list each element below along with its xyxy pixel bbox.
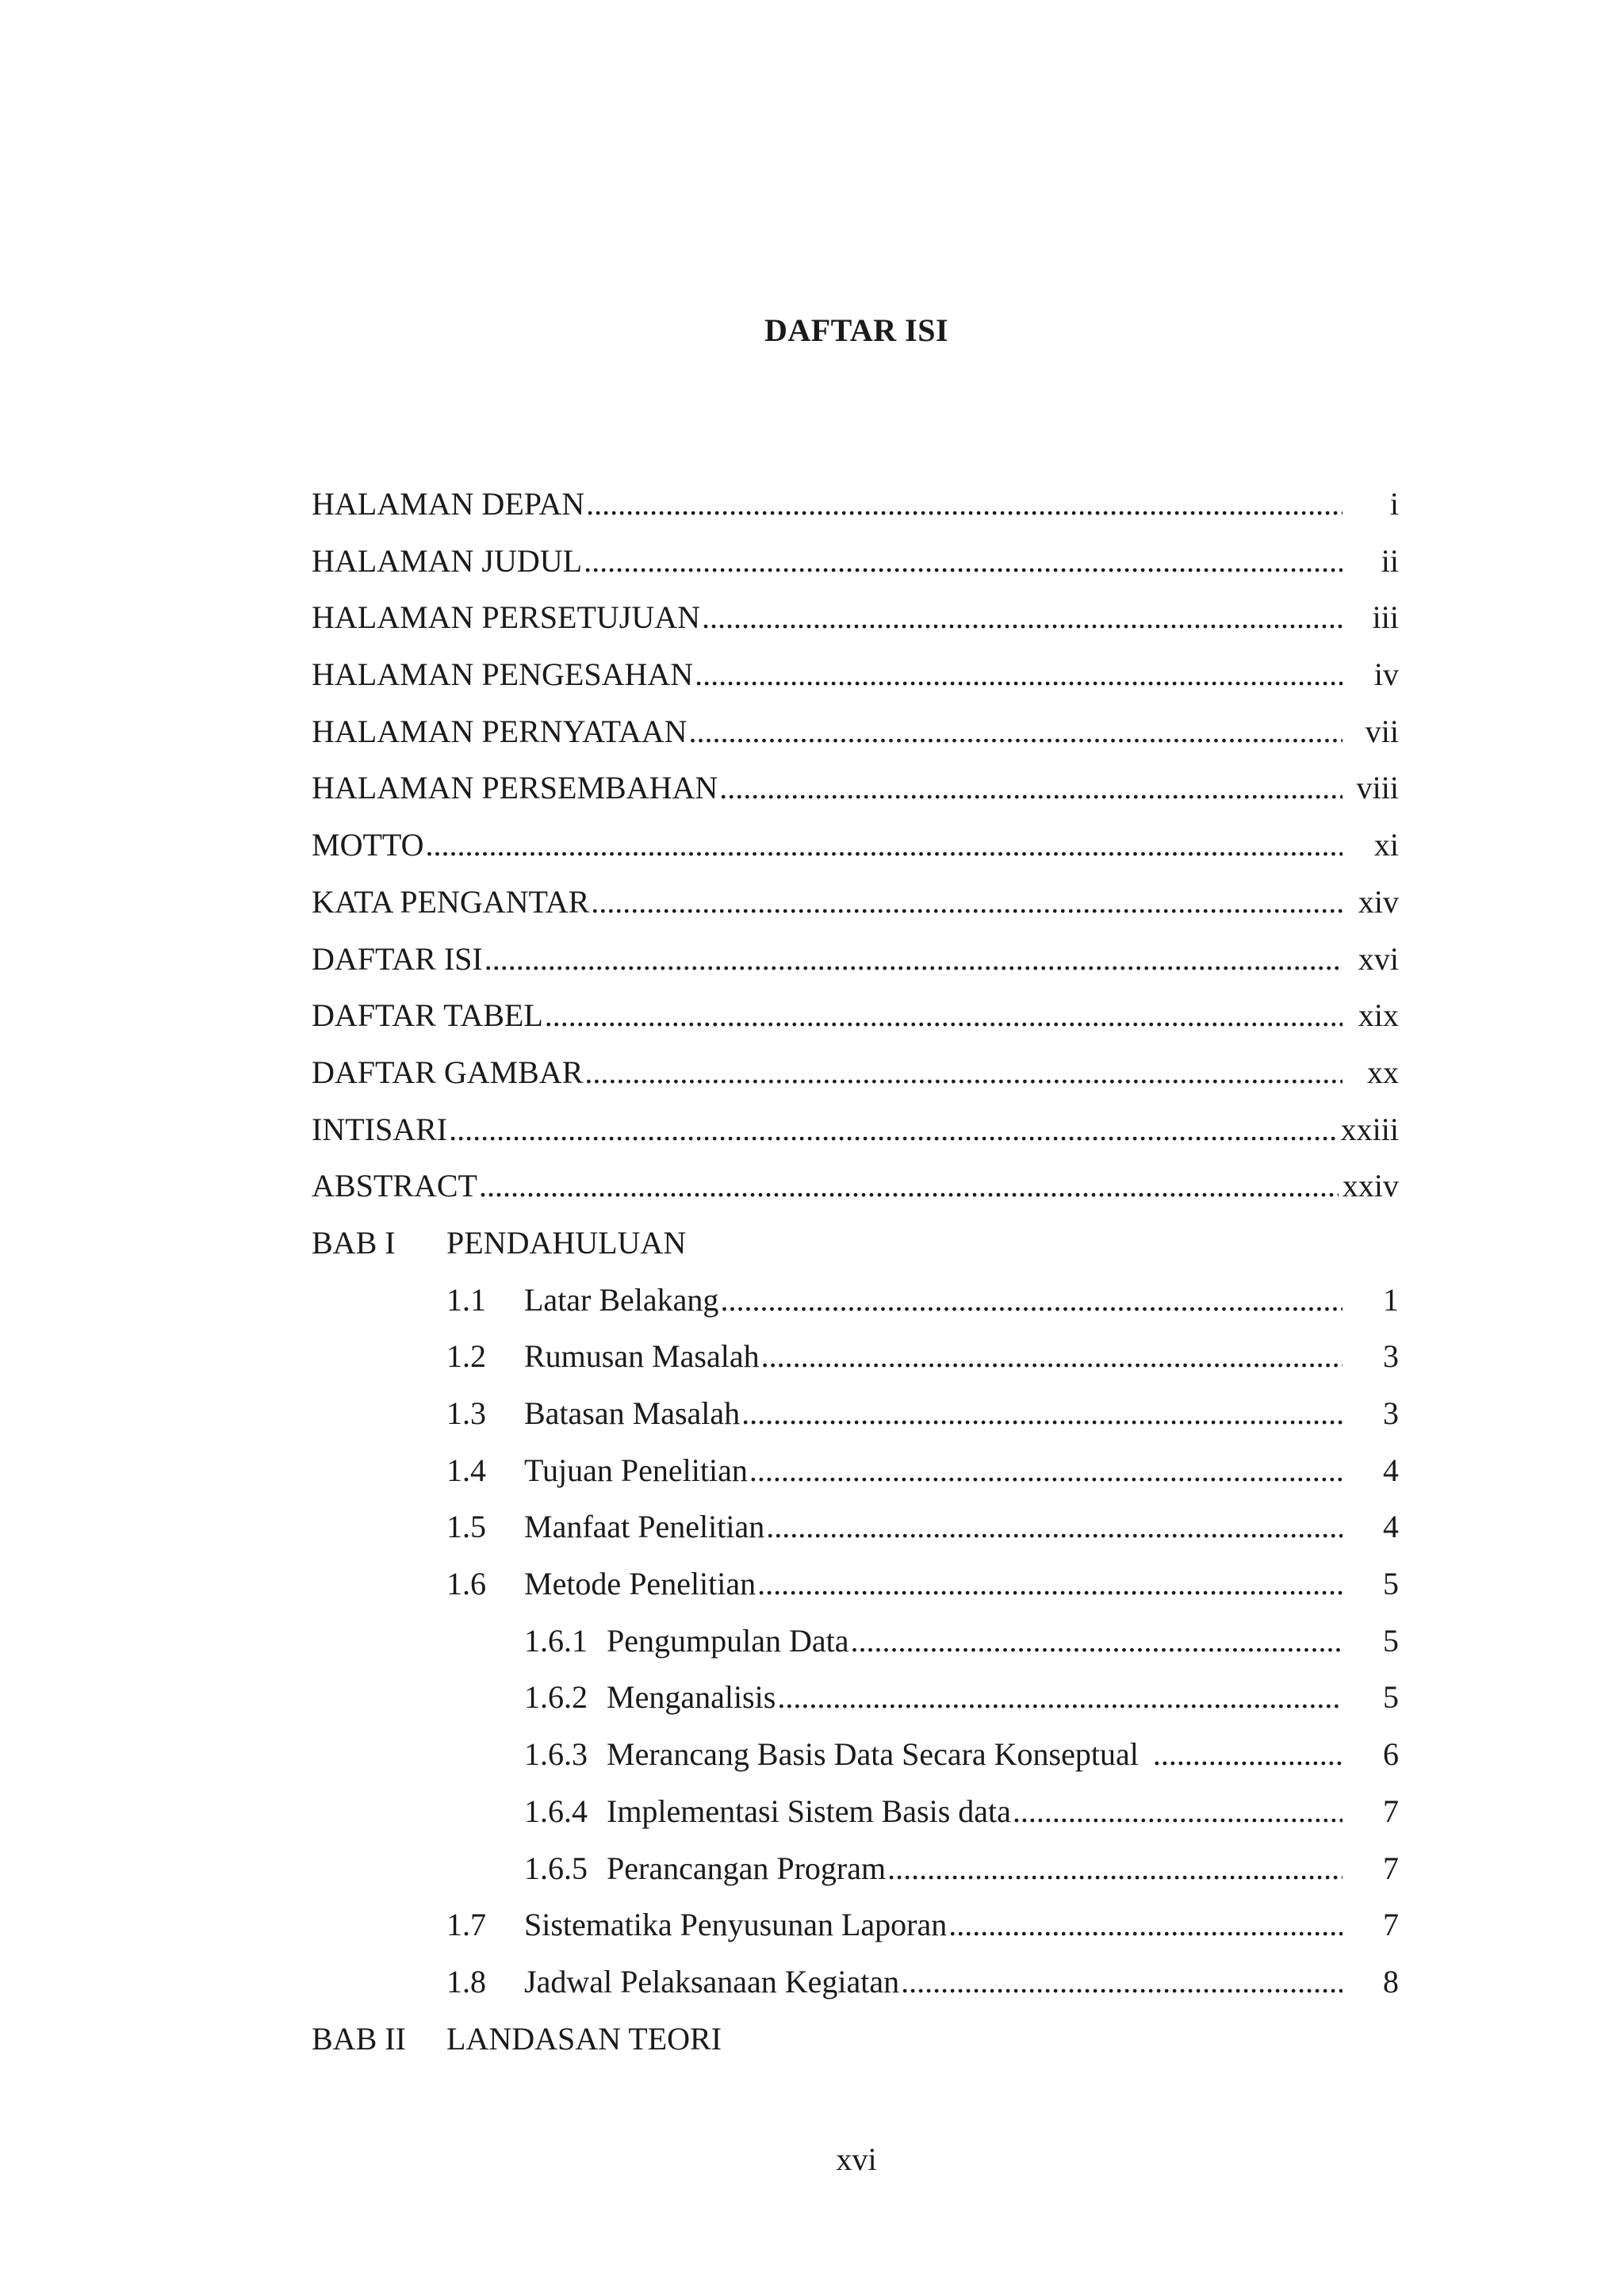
dot-leader — [757, 1556, 1342, 1613]
dot-leader — [777, 1669, 1342, 1726]
toc-entry-halaman-persembahan — [312, 760, 1399, 817]
toc-entry-daftar-tabel — [312, 987, 1399, 1044]
subsection-page: 7 — [1383, 1793, 1399, 1829]
toc-entry-halaman-depan — [312, 476, 1399, 533]
section-page: 8 — [1383, 1963, 1399, 1999]
section-number: 1.7 — [446, 1907, 486, 1943]
toc-subsection-1-6-2 — [312, 1669, 1399, 1726]
section-label: Batasan Masalah — [524, 1395, 741, 1431]
toc-entry-page: iv — [1373, 656, 1399, 693]
dot-leader — [1153, 1726, 1342, 1783]
section-page: 1 — [1383, 1281, 1399, 1318]
chapter-title: PENDAHULUAN — [446, 1224, 687, 1261]
chapter-number: BAB I — [312, 1224, 396, 1261]
toc-entry-page: xix — [1358, 997, 1399, 1034]
toc-entry-page: vii — [1365, 713, 1399, 749]
dot-leader — [584, 1044, 1342, 1101]
section-number: 1.8 — [446, 1963, 486, 1999]
toc-entry-label: HALAMAN PERNYATAAN — [312, 713, 688, 749]
toc-entry-intisari — [312, 1101, 1399, 1158]
section-label: Metode Penelitian — [524, 1566, 756, 1602]
page-footer-number: xvi — [836, 2141, 877, 2177]
toc-entry-page: xvi — [1358, 940, 1399, 977]
dot-leader — [425, 817, 1342, 874]
section-label: Tujuan Penelitian — [524, 1452, 748, 1488]
toc-entry-label: DAFTAR TABEL — [312, 997, 543, 1034]
chapter-number: BAB II — [312, 2020, 406, 2057]
dot-leader — [695, 646, 1342, 703]
dot-leader — [948, 1896, 1342, 1954]
toc-entry-label: DAFTAR GAMBAR — [312, 1054, 584, 1090]
toc-entry-page: i — [1389, 486, 1399, 522]
dot-leader — [586, 476, 1342, 533]
dot-leader — [720, 1272, 1342, 1329]
toc-entry-daftar-gambar — [312, 1044, 1399, 1101]
dot-leader — [591, 874, 1342, 931]
dot-leader — [545, 987, 1342, 1044]
toc-entry-page: viii — [1356, 770, 1399, 806]
subsection-number: 1.6.2 — [524, 1679, 588, 1716]
subsection-label: Merancang Basis Data Secara Konseptual — [607, 1736, 1139, 1773]
toc-section-1-7 — [312, 1896, 1399, 1954]
toc-entry-halaman-pengesahan — [312, 646, 1399, 703]
subsection-label: Implementasi Sistem Basis data — [607, 1793, 1011, 1829]
toc-section-1-5 — [312, 1498, 1399, 1556]
subsection-label: Perancangan Program — [607, 1850, 887, 1886]
toc-entry-motto — [312, 817, 1399, 874]
toc-subsection-1-6-3 — [312, 1726, 1399, 1783]
dot-leader — [485, 931, 1342, 988]
subsection-number: 1.6.3 — [524, 1736, 588, 1773]
toc-entry-page: ii — [1381, 542, 1399, 579]
toc-subsection-1-6-4 — [312, 1783, 1399, 1840]
section-page: 3 — [1383, 1338, 1399, 1375]
section-label: Rumusan Masalah — [524, 1338, 760, 1375]
toc-entry-page: xi — [1373, 827, 1399, 863]
toc-entry-label: ABSTRACT — [312, 1168, 477, 1204]
subsection-number: 1.6.5 — [524, 1850, 588, 1886]
toc-entry-label: HALAMAN DEPAN — [312, 486, 585, 522]
toc-section-1-3 — [312, 1385, 1399, 1442]
dot-leader — [449, 1101, 1339, 1158]
dot-leader — [719, 760, 1342, 817]
dot-leader — [766, 1498, 1342, 1556]
dot-leader — [479, 1158, 1339, 1215]
subsection-number: 1.6.4 — [524, 1793, 588, 1829]
section-label: Sistematika Penyusunan Laporan — [524, 1907, 948, 1943]
section-page: 7 — [1383, 1907, 1399, 1943]
section-page: 4 — [1383, 1509, 1399, 1545]
dot-leader — [761, 1328, 1342, 1385]
subsection-page: 5 — [1383, 1679, 1399, 1716]
toc-section-1-6 — [312, 1556, 1399, 1613]
toc-section-1-8 — [312, 1954, 1399, 2011]
section-page: 4 — [1383, 1452, 1399, 1488]
toc-subsection-1-6-5 — [312, 1840, 1399, 1897]
subsection-page: 7 — [1383, 1850, 1399, 1886]
chapter-title: LANDASAN TEORI — [446, 2020, 722, 2057]
dot-leader — [851, 1613, 1343, 1670]
dot-leader — [749, 1442, 1342, 1499]
toc-entry-label: KATA PENGANTAR — [312, 883, 590, 920]
toc-entry-label: INTISARI — [312, 1111, 448, 1147]
table-of-contents — [312, 476, 1399, 2067]
section-number: 1.4 — [446, 1452, 486, 1488]
section-number: 1.6 — [446, 1566, 486, 1602]
dot-leader — [1013, 1783, 1342, 1840]
toc-entry-halaman-persetujuan — [312, 589, 1399, 646]
dot-leader — [702, 589, 1342, 646]
document-title: DAFTAR ISI — [764, 312, 949, 348]
toc-entry-page: iii — [1372, 599, 1399, 636]
section-number: 1.5 — [446, 1509, 486, 1545]
section-number: 1.2 — [446, 1338, 486, 1375]
toc-subsection-1-6-1 — [312, 1613, 1399, 1670]
toc-entry-daftar-isi — [312, 931, 1399, 988]
toc-section-1-2 — [312, 1328, 1399, 1385]
toc-entry-halaman-pernyataan — [312, 703, 1399, 760]
toc-entry-label: HALAMAN PERSEMBAHAN — [312, 770, 718, 806]
toc-entry-kata-pengantar — [312, 874, 1399, 931]
chapter-heading-bab-1 — [312, 1215, 1399, 1272]
toc-entry-halaman-judul — [312, 533, 1399, 590]
toc-entry-page: xxiii — [1340, 1111, 1399, 1147]
toc-entry-label: HALAMAN PERSETUJUAN — [312, 599, 701, 636]
toc-section-1-4 — [312, 1442, 1399, 1499]
section-label: Manfaat Penelitian — [524, 1509, 765, 1545]
toc-entry-label: DAFTAR ISI — [312, 940, 483, 977]
toc-entry-page: xiv — [1358, 883, 1399, 920]
subsection-number: 1.6.1 — [524, 1622, 588, 1659]
toc-entry-label: HALAMAN JUDUL — [312, 542, 583, 579]
dot-leader — [887, 1840, 1342, 1897]
dot-leader — [688, 703, 1342, 760]
dot-leader — [584, 533, 1342, 590]
toc-entry-page: xxiv — [1342, 1168, 1399, 1204]
subsection-page: 5 — [1383, 1622, 1399, 1659]
section-label: Jadwal Pelaksanaan Kegiatan — [524, 1963, 900, 1999]
section-page: 3 — [1383, 1395, 1399, 1431]
toc-entry-label: MOTTO — [312, 827, 424, 863]
dot-leader — [901, 1954, 1342, 2011]
toc-entry-page: xx — [1367, 1054, 1399, 1090]
dot-leader — [741, 1385, 1342, 1442]
subsection-page: 6 — [1383, 1736, 1399, 1773]
section-number: 1.3 — [446, 1395, 486, 1431]
subsection-label: Menganalisis — [607, 1679, 776, 1716]
chapter-heading-bab-2 — [312, 2011, 1399, 2068]
toc-entry-abstract — [312, 1158, 1399, 1215]
section-label: Latar Belakang — [524, 1281, 719, 1318]
subsection-label: Pengumpulan Data — [607, 1622, 849, 1659]
toc-section-1-1 — [312, 1272, 1399, 1329]
section-page: 5 — [1383, 1566, 1399, 1602]
section-number: 1.1 — [446, 1281, 486, 1318]
toc-entry-label: HALAMAN PENGESAHAN — [312, 656, 694, 693]
